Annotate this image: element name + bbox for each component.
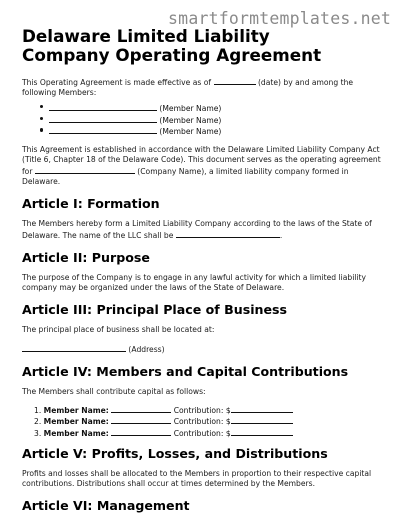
contribution-blank[interactable] [231, 404, 293, 413]
contribution-blank[interactable] [231, 427, 293, 436]
row-number: 2. [34, 417, 42, 427]
article-2-heading: Article II: Purpose [22, 249, 150, 265]
establish-text-before: This Agreement is established in accordance with the Delaware Limited Liability Company Act (Title 6, Chapter 18 of the Delaware Code). This document serves as the operating agreement for [22, 144, 381, 176]
article-5-text: Profits and losses shall be allocated to the Members in proportion to their respective capital contributions. Distributions shall occur at times determined by the Members. [22, 469, 372, 488]
article-3-heading: Article III: Principal Place of Business [22, 301, 288, 317]
intro-text-after: (date) by and among the following Members: [22, 78, 354, 97]
member-name-label: Member Name: [43, 417, 109, 427]
site-watermark: smartformtemplates.net [168, 9, 391, 28]
article-4-text: The Members shall contribute capital as follows: [22, 386, 206, 396]
article-2-text: The purpose of the Company is to engage in any lawful activity for which a limited liability company may be organized under the laws of the State of Delaware. [22, 272, 366, 292]
establish-paragraph [22, 145, 384, 187]
list-item [40, 125, 384, 137]
member-label: (Member Name) [159, 127, 222, 137]
member-name-blank[interactable] [49, 102, 157, 111]
article-1-text-before: The Members hereby form a Limited Liability Company according to the laws of the State of Delaware. The name of the LLC shall be [22, 218, 372, 240]
company-name-blank[interactable] [35, 165, 135, 174]
list-item [40, 102, 384, 114]
member-name-blank[interactable] [49, 114, 157, 123]
document-page [22, 27, 384, 513]
list-item [34, 415, 384, 426]
article-6-heading: Article VI: Management [22, 498, 190, 513]
article-1-text [22, 219, 384, 241]
list-item [40, 114, 384, 126]
date-blank[interactable] [214, 76, 256, 85]
row-number: 3. [34, 428, 42, 438]
member-name-blank[interactable] [111, 415, 171, 424]
member-label: (Member Name) [159, 115, 222, 125]
intro-text-before: This Operating Agreement is made effective as of [22, 78, 212, 87]
member-name-blank[interactable] [49, 125, 157, 134]
contribution-label: Contribution: $ [173, 417, 231, 427]
establish-text-after: (Company Name), a limited liability company formed in Delaware. [22, 166, 349, 186]
member-list [22, 102, 384, 137]
document-title: Delaware Limited Liability Company Operating Agreement [22, 26, 322, 65]
article-1-heading: Article I: Formation [22, 195, 160, 211]
article-5-heading: Article V: Profits, Losses, and Distributions [22, 446, 328, 461]
intro-paragraph [22, 76, 384, 98]
contribution-label: Contribution: $ [173, 428, 231, 438]
member-name-blank[interactable] [111, 427, 171, 436]
address-label: (Address) [128, 344, 165, 354]
article-4-heading: Article IV: Members and Capital Contributions [22, 363, 349, 379]
address-line [22, 343, 384, 355]
member-name-label: Member Name: [43, 428, 109, 438]
address-blank[interactable] [22, 343, 126, 352]
list-item [34, 427, 384, 438]
contribution-label: Contribution: $ [173, 405, 231, 415]
member-name-label: Member Name: [43, 405, 109, 415]
member-label: (Member Name) [159, 104, 222, 113]
row-number: 1. [34, 405, 42, 415]
list-item [34, 404, 384, 415]
llc-name-blank[interactable] [176, 229, 283, 240]
contribution-blank[interactable] [231, 415, 293, 424]
member-name-blank[interactable] [111, 404, 171, 413]
contribution-list [22, 404, 384, 438]
article-1-text-after: . [279, 230, 283, 240]
article-3-text: The principal place of business shall be located at: [22, 324, 215, 334]
